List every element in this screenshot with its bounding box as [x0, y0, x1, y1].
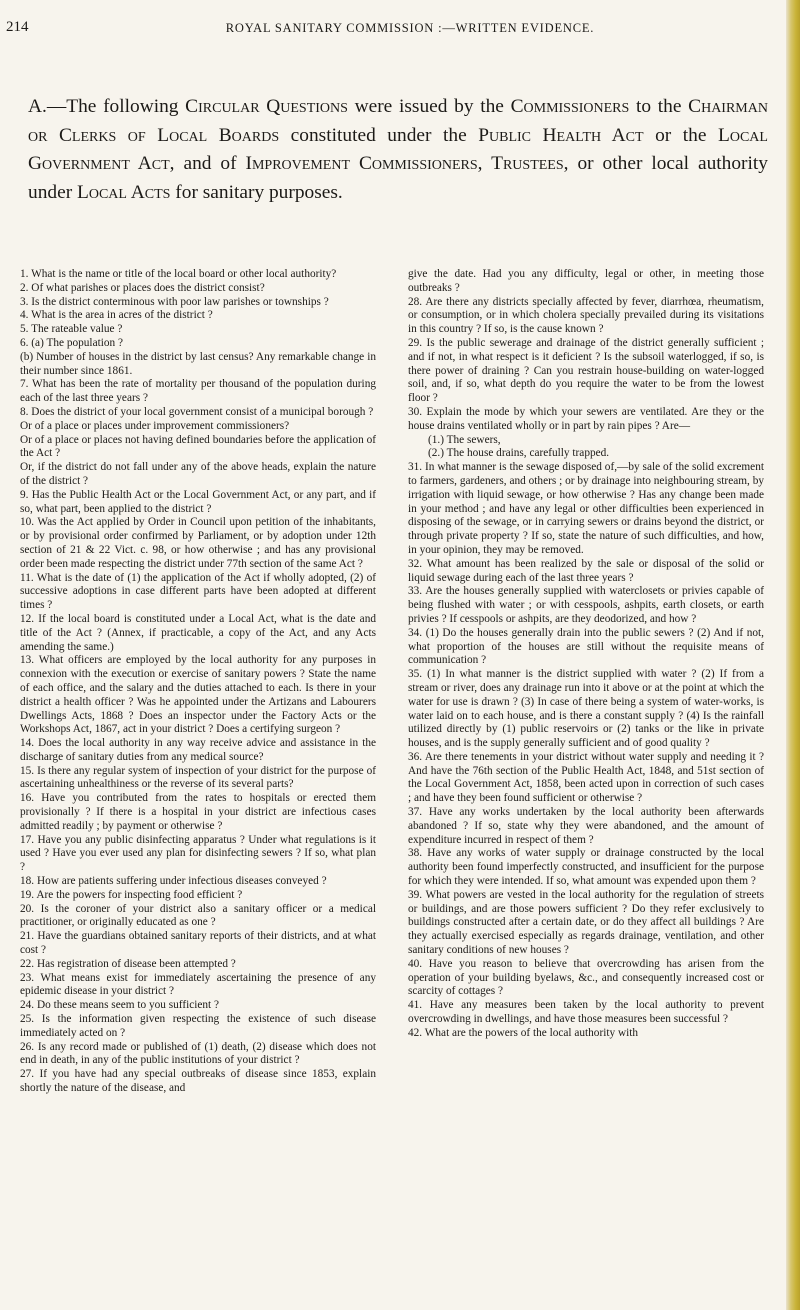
question-paragraph: 30. Explain the mode by which your sewers are ventilated. Are they or the house drains ventilated wholly or in part by rain pipes ? Are— — [408, 405, 764, 432]
question-paragraph: give the date. Had you any difficulty, legal or other, in meeting those outbreaks ? — [408, 268, 764, 294]
question-paragraph: 16. Have you contributed from the rates to hospitals or erected them provisionally ? If there is a hospital in your district are infectious cases admitted readily ; by payment or otherwise ? — [20, 792, 376, 832]
question-paragraph: 19. Are the powers for inspecting food efficient ? — [20, 888, 243, 901]
question-paragraph: 40. Have you reason to believe that overcrowding has arisen from the operation of your building byelaws, &c., and consequently increased cost or scarcity of cottages ? — [408, 957, 764, 998]
question-paragraph: 20. Is the coroner of your district also a sanitary officer or a medical practitioner, or originally educated as one ? — [20, 902, 376, 929]
question-paragraph: 25. Is the information given respecting the existence of such disease immediately acted on ? — [20, 1013, 376, 1039]
question-paragraph: 8. Does the district of your local government consist of a municipal borough ? — [20, 405, 374, 418]
heading-part: to the — [636, 96, 682, 117]
question-paragraph: 28. Are there any districts specially affected by fever, diarrhœa, rheumatism, or consumption, or in which cholera specially prevailed during its visitations in this country ? If so, is the cause known ? — [408, 295, 764, 336]
question-paragraph: 18. How are patients suffering under infectious diseases conveyed ? — [20, 875, 327, 888]
question-paragraph: 32. What amount has been realized by the sale or disposal of the solid or liquid sewage during each of the last three years ? — [408, 557, 764, 584]
heading-part: Improvement Commissioners, Trustees — [245, 153, 564, 175]
question-paragraph: 22. Has registration of disease been attempted ? — [20, 957, 236, 970]
question-paragraph: 3. Is the district conterminous with poor law parishes or townships ? — [20, 295, 329, 308]
heading-part: Local Acts — [77, 181, 171, 203]
question-paragraph: 4. What is the area in acres of the district ? — [20, 309, 213, 322]
question-paragraph: 39. What powers are vested in the local authority for the regulation of streets or buildings, and are those powers sufficient ? Do they refer exclusively to buildings constructed after a certain date, or do they affect all buildings ? Are they actually exercised especially as regards drainage, ventilation, and other sanitary conditions of new houses ? — [408, 888, 764, 957]
heading-part: or the — [655, 124, 707, 146]
question-paragraph: 41. Have any measures been taken by the local authority to prevent overcrowding in dwellings, and have those measures been successful ? — [408, 999, 764, 1026]
question-paragraph: 13. What officers are employed by the local authority for any purposes in connexion with the execution or exercise of sanitary powers ? State the name of each office, and the salary and the duties attached to each. Is there in your district a health officer ? Was he appointed under the Artizans and Labourers Dwellings Acts, 1868 ? Does an inspector under the Factory Acts or the Workshops Act, 1867, act in your district ? Does a certifying surgeon ? — [20, 654, 376, 736]
question-paragraph: Or of a place or places not having defined boundaries before the application of the Act ? — [20, 433, 376, 460]
question-paragraph: 21. Have the guardians obtained sanitary reports of their districts, and at what cost ? — [20, 930, 376, 957]
question-paragraph: 24. Do these means seem to you sufficient ? — [20, 999, 220, 1012]
question-paragraph: (2.) The house drains, carefully trapped. — [428, 447, 610, 460]
question-paragraph: 17. Have you any public disinfecting apparatus ? Under what regulations is it used ? Have you ever used any plan for disinfecting sewers ? If so, what plan ? — [20, 833, 376, 874]
question-paragraph: 10. Was the Act applied by Order in Council upon petition of the inhabitants, or by provisional order confirmed by Parliament, or by adoption under 12th section of 21 & 22 Vict. c. 98, or how otherwise ; and has any provisional order been made respecting the district under 77th section of the same Act ? — [20, 516, 376, 570]
question-paragraph: 29. Is the public sewerage and drainage of the district generally sufficient ; and if not, in what respect is it deficient ? Is the subsoil waterlogged, if so, is there power of draining ? Can you restrain house-building on water-logged soil, and, if so, what depth do you require the water to be from the lowest floor ? — [408, 336, 764, 405]
heading-part: Public Health Act — [478, 124, 644, 146]
left-column — [20, 268, 376, 1096]
question-paragraph: Or, if the district do not fall under any of the above heads, explain the nature of the district ? — [20, 461, 376, 487]
question-paragraph: 36. Are there tenements in your district without water supply and needing it ? And have the 76th section of the Public Health Act, 1848, and 51st section of the Local Government Act, 1858, been acted upon in correction of such cases ; and have they been found sufficient or otherwise ? — [408, 750, 764, 805]
question-paragraph: 26. Is any record made or published of (1) death, (2) disease which does not end in death, in any of the public institutions of your district ? — [20, 1040, 376, 1067]
question-paragraph: 23. What means exist for immediately ascertaining the presence of any epidemic disease in your district ? — [20, 971, 376, 998]
section-heading — [28, 93, 768, 207]
heading-part: A.—The following — [28, 96, 179, 117]
question-paragraph: 27. If you have had any special outbreaks of disease since 1853, explain shortly the nature of the disease, and — [20, 1068, 376, 1095]
question-paragraph: 11. What is the date of (1) the application of the Act if wholly adopted, (2) of successive adoptions in case different parts have been adopted at different times ? — [20, 571, 376, 612]
heading-part: , and of — [169, 153, 237, 175]
question-paragraph: 38. Have any works of water supply or drainage constructed by the local authority been found imperfectly constructed, and insufficient for the purpose for which they were intended. If so, what amount was expended upon them ? — [408, 847, 764, 888]
page-number: 214 — [6, 19, 29, 35]
heading-part: constituted under the — [290, 124, 467, 146]
heading-part: Circular Questions — [185, 96, 348, 117]
running-head: ROYAL SANITARY COMMISSION :—WRITTEN EVIDENCE. — [225, 21, 595, 35]
page-header — [0, 16, 786, 40]
question-paragraph: 5. The rateable value ? — [20, 323, 123, 336]
question-paragraph: 12. If the local board is constituted under a Local Act, what is the date and title of the Act ? (Annex, if practicable, a copy of the Act, and any Acts amending the same.) — [20, 612, 376, 653]
question-paragraph: 14. Does the local authority in any way receive advice and assistance in the discharge of sanitary duties from any medical source? — [20, 737, 376, 763]
heading-part: Chairman or Clerks of Local Boards — [28, 96, 768, 146]
question-paragraph: 6. (a) The population ? — [20, 336, 124, 349]
heading-part: , or other local authority under — [28, 153, 768, 203]
question-paragraph: (b) Number of houses in the district by last census? Any remarkable change in their number since 1861. — [20, 350, 376, 377]
heading-part: were issued by the — [354, 96, 504, 117]
question-paragraph: 15. Is there any regular system of inspection of your district for the purpose of ascertaining unhealthiness or the reverse of its several parts? — [20, 764, 376, 791]
heading-part: Local Government Act — [28, 124, 768, 175]
question-paragraph: 33. Are the houses generally supplied with waterclosets or privies capable of being flushed with water ; or with cesspools, ashpits, earth closets, or earth privies ? If cesspools or ashpits, are they deodorized, and how ? — [408, 585, 764, 625]
heading-part: for sanitary purposes. — [175, 181, 343, 203]
question-paragraph: 42. What are the powers of the local authority with — [408, 1026, 639, 1039]
question-paragraph: 35. (1) In what manner is the district supplied with water ? (2) If from a stream or river, does any drainage run into it above or at the point at which the water for use is drawn ? (3) In case of there being a system of water-works, is water laid on to each house, and is there a constant supply ? (4) Is the rainfall utilized directly by (1) public reservoirs or (2) tanks or the like in private houses, and is the supply generally sufficient and of good quality ? — [408, 668, 764, 750]
question-paragraph: (1.) The sewers, — [428, 433, 501, 446]
question-paragraph: 34. (1) Do the houses generally drain into the public sewers ? (2) And if not, what proportion of the houses are still without the requisite means of communication ? — [408, 626, 764, 667]
question-paragraph: 37. Have any works undertaken by the local authority been afterwards abandoned ? If so, state why they were abandoned, and the amount of expenditure incurred in respect of them ? — [408, 806, 764, 846]
book-spine-edge — [786, 0, 800, 1310]
right-column — [408, 268, 764, 1041]
question-paragraph: 7. What has been the rate of mortality per thousand of the population during each of the last three years ? — [20, 378, 376, 405]
question-paragraph: 9. Has the Public Health Act or the Local Government Act, or any part, and if so, what part, been applied to the district ? — [20, 488, 376, 515]
question-paragraph: 2. Of what parishes or places does the district consist? — [20, 281, 265, 294]
heading-part: Commissioners — [510, 96, 630, 117]
question-paragraph: Or of a place or places under improvement commissioners? — [20, 419, 290, 432]
question-paragraph: 1. What is the name or title of the local board or other local authority? — [20, 268, 337, 280]
question-paragraph: 31. In what manner is the sewage disposed of,—by sale of the solid excrement to farmers, gardeners, and others ; or by drainage into neighbouring stream, by irrigation with liquid sewage, or how otherwise ? Has any change been made in your method ; and have any legal or other difficulties been experienced in disposing of the sewage, or in carrying sewers or drains beyond the district, or through private property ? If so, state the nature of such difficulties, and how, in your opinion, they may be removed. — [408, 461, 764, 556]
